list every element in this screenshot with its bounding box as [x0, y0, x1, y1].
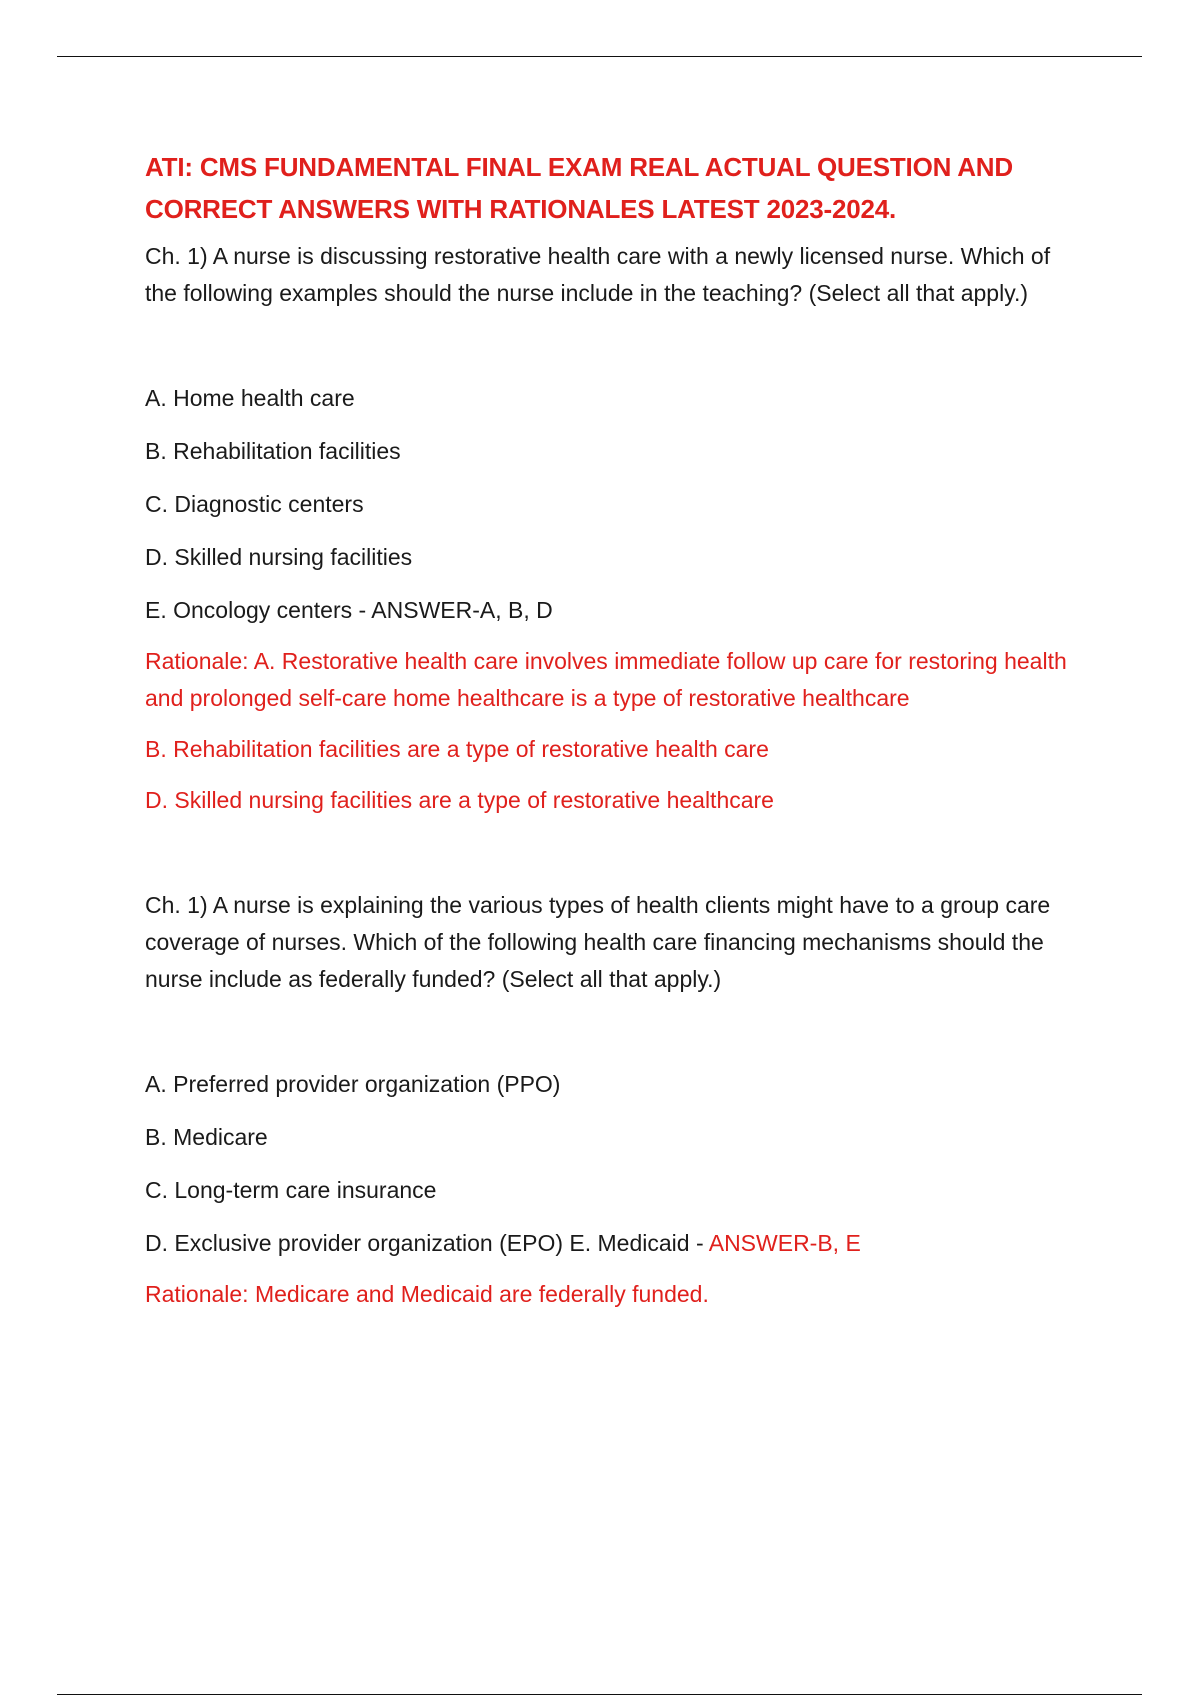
- question-1: [145, 238, 1085, 819]
- question-2: [145, 887, 1085, 1313]
- question-2-option-a: A. Preferred provider organization (PPO): [145, 1071, 561, 1097]
- question-1-rationale-d: D. Skilled nursing facilities are a type of restorative healthcare: [145, 787, 774, 813]
- question-1-option-e-answer: E. Oncology centers - ANSWER-A, B, D: [145, 597, 553, 623]
- document-title: ATI: CMS FUNDAMENTAL FINAL EXAM REAL ACTUAL QUESTION AND CORRECT ANSWERS WITH RATIONALES LATEST 2023-2024.: [145, 152, 1013, 224]
- question-2-option-d-e: [145, 1225, 1085, 1262]
- question-2-option-b: B. Medicare: [145, 1124, 268, 1150]
- question-1-option-a: A. Home health care: [145, 385, 355, 411]
- document-body: [145, 146, 1085, 1313]
- question-2-answer: ANSWER-B, E: [708, 1230, 861, 1256]
- question-2-rationale: Rationale: Medicare and Medicaid are federally funded.: [145, 1281, 709, 1307]
- question-2-rationales: [145, 1276, 1085, 1313]
- top-rule: [57, 56, 1142, 57]
- question-1-rationales: [145, 643, 1085, 819]
- bottom-rule: [57, 1694, 1142, 1695]
- question-2-options: [145, 1066, 1085, 1262]
- question-2-option-d-e-text: D. Exclusive provider organization (EPO) E. Medicaid -: [145, 1230, 709, 1256]
- question-1-rationale-a: Rationale: A. Restorative health care involves immediate follow up care for restoring health and prolonged self-care home healthcare is a type of restorative healthcare: [145, 648, 1067, 711]
- question-1-rationale-b: B. Rehabilitation facilities are a type of restorative health care: [145, 736, 769, 762]
- question-1-option-c: C. Diagnostic centers: [145, 491, 364, 517]
- question-1-option-d: D. Skilled nursing facilities: [145, 544, 413, 570]
- question-2-option-c: C. Long-term care insurance: [145, 1177, 437, 1203]
- question-1-options: [145, 380, 1085, 629]
- question-2-stem: Ch. 1) A nurse is explaining the various types of health clients might have to a group care coverage of nurses. Which of the following health care financing mechanisms should the nurse include as federally funded? (Select all that apply.): [145, 892, 1051, 992]
- question-1-option-b: B. Rehabilitation facilities: [145, 438, 401, 464]
- question-1-stem: Ch. 1) A nurse is discussing restorative health care with a newly licensed nurse. Which of the following examples should the nurse include in the teaching? (Select all that apply.): [145, 243, 1051, 306]
